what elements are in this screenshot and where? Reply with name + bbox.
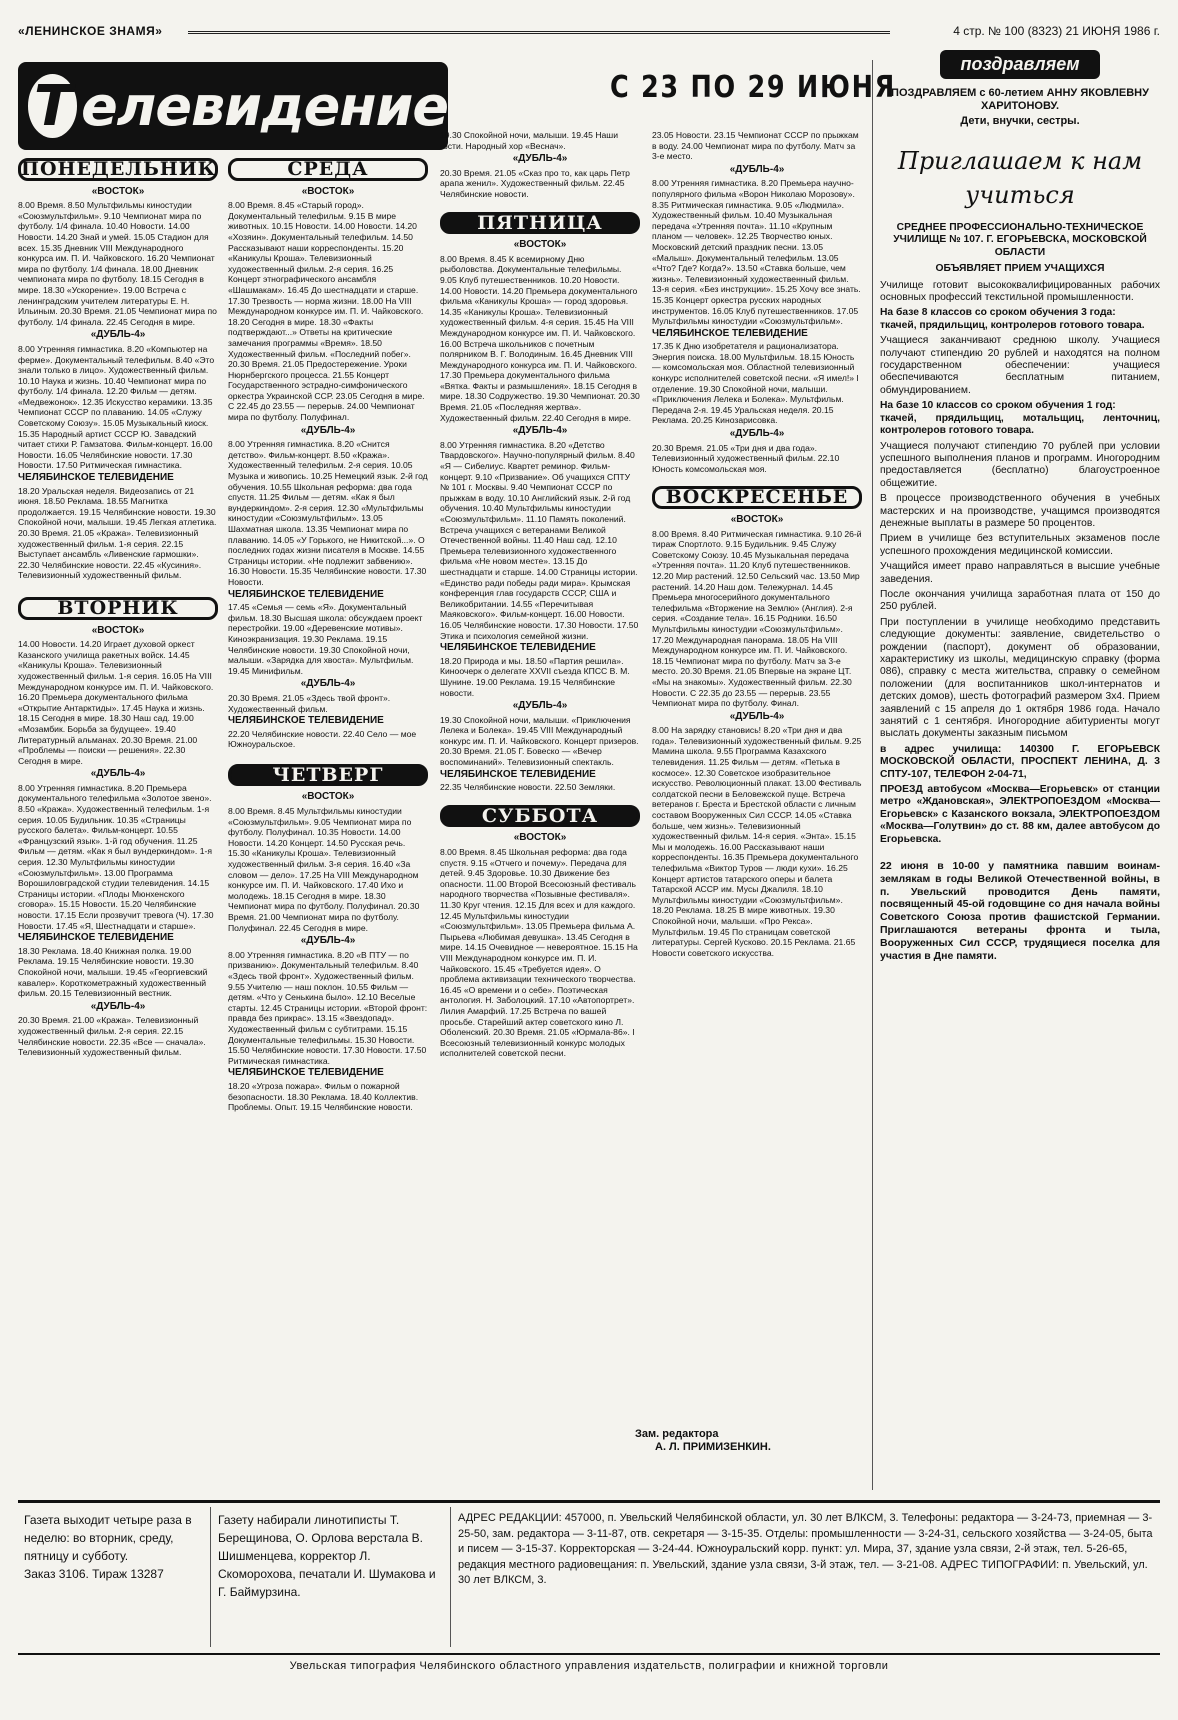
congratulations-block — [880, 50, 1160, 962]
school-ad — [880, 222, 1160, 846]
channel-header: ЧЕЛЯБИНСКОЕ ТЕЛЕВИДЕНИЕ — [228, 715, 384, 727]
channel-header: «ВОСТОК» — [730, 514, 784, 525]
publication-schedule: Газета выходит четыре раза в неделю: во вторник, среду, пятницу и субботу. — [24, 1513, 192, 1563]
program-list: 8.00 Время. 8.45 К всемирному Дню рыболовства. Документальные телефильмы. 9.05 Клуб путешественников. 10.20 Новости. 14.00 Новости. 14.20 Премьера документального фильма «Каникулы Кроша» — город здоровья. 14.35 «Каникулы Кроша». Телевизионный художественный фильм. 4-я серия. 15.45 На VIII Международном конкурсе им. П. И. Чайковского. 16.00 Встреча школьников с почетным полярником В. Г. Володиным. 16.45 Дневник VIII Международного конкурса им. П. И. Чайковского. 17.30 Премьера документального фильма «Вятка. Факты и размышления». 18.15 Сегодня в мире. 18.30 Содружество. 19.30 Чемпионат. 20.30 Время. 21.05 «Последняя жертва». Художественный фильм. 22.40 Сегодня в мире. — [440, 253, 640, 423]
program-list: 18.20 «Угроза пожара». Фильм о пожарной безопасности. 18.30 Реклама. 18.40 Коллектив. Проблемы. Опыт. 19.15 Челябинские новости. — [228, 1080, 419, 1113]
school-paragraph: Учащиеся получают стипендию 70 рублей при условии успешного выполнения планов и программ. Иногородним предоставляется (бесплатно) благоустроенное общежитие. — [880, 440, 1160, 489]
footer-divider — [210, 1507, 211, 1647]
tv-logo-word: елевидение — [81, 74, 448, 138]
channel-header: «ДУБЛЬ-4» — [90, 329, 146, 341]
television-logo — [18, 62, 448, 150]
memorial-notice: 22 июня в 10-00 у памятника павшим воинам-землякам в годы Великой Отечественной войны, в п. Увельский проводится День памяти, посвященный 45-ой годовщине со дня начала войны Советского Союза против фашистской Германии. Приглашаются ветераны фронта и тыла, Вооруженных Сил СССР, трудящиеся поселка для участия в Дне памяти. — [880, 860, 1160, 962]
channel-header: «ДУБЛЬ-4» — [512, 425, 568, 437]
program-list: 14.00 Новости. 14.20 Играет духовой оркест Казанского училища ракетных войск. 14.45 «Каникулы Кроша». Телевизионный художественный фильм. 1-я серия. 16.05 На VIII Международном конкурсе им. П. И. Чайковского. 16.20 Премьера документального фильма «Открытие Антарктиды». 17.45 Наука и жизнь. 18.15 Сегодня в мире. 18.30 Наш сад. 19.00 «Мозамбик. Борьба за будущее». 19.40 Литературный альманах. 20.30 Время. 21.00 «Проблемы — поиски — решения». 22.30 Сегодня в мире. — [18, 639, 214, 766]
footer — [18, 1500, 1160, 1655]
school-paragraph: При поступлении в училище необходимо представить следующие документы: заявление, свидетельство о рождении (паспорт), документ об образовании, характеристику из школы, медицинскую справку (форма 086), справку с места жительства, справку о семейном положении (для воспитанников школ-интернатов и детских домов), шесть фотографий размером 3х4. Прием заявлений с 15 апреля до 1 октября 1986 года. Начало занятий с 1 сентября. Иногородние абитуриенты могут выслать документы заказным письмом — [880, 616, 1160, 740]
school-paragraph: Прием в училище без вступительных экзаменов после успешного прохождения медицинской комиссии. — [880, 533, 1160, 557]
congrats-badge: поздравляем — [940, 50, 1100, 79]
school-professions: ткачей, прядильщиц, контролеров готового товара. — [880, 319, 1145, 331]
channel-header: «ВОСТОК» — [301, 791, 355, 803]
school-paragraph: Учащиеся заканчивают среднюю школу. Учащиеся получают стипендию 20 рублей и находятся на полном государственном обеспечении: учащиеся обеспечиваются бесплатным питанием, обмундированием. — [880, 335, 1160, 396]
column-divider — [872, 60, 873, 1490]
tv-logo-letter: Т — [28, 74, 77, 138]
day-header-monday: ПОНЕДЕЛЬНИК — [18, 158, 218, 181]
school-paragraph: Учащийся имеет право направляться в высшие учебные заведения. — [880, 561, 1160, 585]
program-list: 22.35 Челябинские новости. 22.50 Земляки. — [440, 782, 616, 793]
program-list: 17.35 К Дню изобретателя и рационализатора. Энергия поиска. 18.00 Мультфильм. 18.15 Юность — комсомольская моя. Областной телевизионный конкурс исполнителей советской песни. «Я имел!» I отделение. 19.30 Спокойной ночи, малыши. «Приключения Лелека и Болека». Мультфильм. Передача 2-я. 19.45 Уральская неделя. 20.15 Реклама. 20.25 Кинозарисовка. — [652, 341, 859, 426]
channel-header: «ВОСТОК» — [513, 239, 567, 251]
column-2 — [228, 154, 428, 1113]
program-list: 20.30 Время. 21.05 «Здесь твой фронт». Художественный фильм. — [228, 692, 391, 714]
school-travel: ПРОЕЗД автобусом «Москва—Егорьевск» от станции метро «Ждановская», ЭЛЕКТРОПОЕЗДОМ «Москва—Егорьевск» с Казанского вокзала, ЭЛЕКТРОПОЕЗДОМ «Москва—Голутвин» до ст. 88 км, далее автобусом до Егорьевска. — [880, 784, 1160, 845]
channel-header: «ДУБЛЬ-4» — [90, 768, 146, 780]
editor-name: А. Л. ПРИМИЗЕНКИН. — [655, 1441, 771, 1453]
channel-header: «ДУБЛЬ-4» — [729, 163, 785, 175]
school-professions: ткачей, прядильщиц, мотальщиц, ленточниц, контролеров готового товара. — [880, 412, 1160, 437]
channel-header: «ДУБЛЬ-4» — [512, 153, 568, 165]
masthead-rule — [188, 31, 890, 34]
congrats-signature: Дети, внучки, сестры. — [960, 115, 1080, 127]
program-list: 8.00 Время. 8.40 Ритмическая гимнастика. 9.10 26-й тираж Спортлото. 9.15 Будильник. 9.45 Служу Советскому Союзу. 10.45 Музыкальная передача «Утренняя почта». 11.20 Клуб путешественников. 12.20 Мир растений. 12.50 Сельский час. 13.50 Мир растений. 14.20 Наш дом. Тележурнал. 14.45 Премьера многосерийного документального телефильма «Вторжение на Землю» (Англия). 2-я серия. «Создание тела». 16.15 Родники. 16.50 Мультфильмы киностудии «Союзмультфильм». 17.20 Международная панорама. 18.05 На VIII Международном конкурсе им. П. И. Чайковского. 18.15 Чемпионат мира по футболу. Матч за 3-е место. 20.30 Время. 21.05 Впервые на экране ЦТ. «Мы на знакомы». Художественный фильм. 22.30 Новости. С 22.35 до 23.55 — перерыв. 23.55 Чемпионат мира по футболу. Финал. — [652, 528, 862, 709]
channel-header: «ДУБЛЬ-4» — [512, 700, 568, 712]
program-list: 20.30 Время. 21.05 «Сказ про то, как царь Петр арапа женил». Художественный фильм. 22.45 Челябинские новости. — [440, 167, 630, 199]
program-list: 17.45 «Семья — семь «Я». Документальный фильм. 18.30 Высшая школа: обсуждаем проект перестройки. 19.00 «Деревенские мотивы». Киноэкранизация. 19.30 Реклама. 19.15 Челябинские новости. 19.30 Спокойной ночи, малыши. «Зарядка для хвоста». Мультфильм. 19.45 Минифильм. — [228, 602, 423, 676]
day-header-wednesday: СРЕДА — [228, 158, 428, 181]
channel-header: «ВОСТОК» — [91, 624, 145, 636]
program-list: 8.00 Время. 8.50 Мультфильмы киностудии «Союзмультфильм». 9.10 Чемпионат мира по футболу. 1/4 финала. 10.40 Новости. 14.00 Новости. 14.20 Знай и умей. 15.05 Стадион для всех. 15.35 Дневник VIII Международного конкурса им. П. И. Чайковского. 16.20 Чемпионат мира по футболу. 1/4 финала. 18.00 Дневник чемпионата мира по футболу. 18.15 Сегодня в мире. 18.30 «Ускорение». 19.00 Встреча с ленинградским учителем литературы Е. Н. Ильиным. 20.30 Время. 21.05 Чемпионат мира по футболу. 1/4 финала. 22.45 Сегодня в мире. — [18, 200, 217, 327]
channel-header: «ДУБЛЬ-4» — [729, 428, 785, 440]
program-list: 8.00 Время. 8.45 «Старый город». Документальный телефильм. 9.15 В мире животных. 10.15 Новости. 14.00 Новости. 14.20 «Хозяин». Документальный телефильм. 14.50 Рассказывают наши корреспонденты. 15.20 «Каникулы Кроша». Телевизионный художественный фильм. 2-я серия. 16.25 Концерт этнографического ансамбля «Шашмакам». 16.45 До шестнадцати и старше. 17.30 Трезвость — норма жизни. 18.00 На VIII Международном конкурсе им. П. И. Чайковского. 18.20 Сегодня в мире. 18.30 «Факты подтверждают...» Ответы на критические замечания программы «Время». 18.50 Художественный фильм. «Последний побег». 20.30 Время. 21.05 Предостережение. Уроки Нюрнбергского процесса. 21.55 Концерт Государственного эстрадно-симфонического оркестра Украинской ССР. 23.05 Сегодня в мире. С 22.45 до 23.55 — перерыв. 24.00 Чемпионат мира по футболу. Полуфинал. — [228, 200, 425, 423]
school-paragraph: В процессе производственного обучения в учебных мастерских и на производстве, учащимся производятся денежные выплаты в размере 50 процентов. — [880, 493, 1160, 529]
program-list: 8.00 Утренняя гимнастика. 8.20 Премьера научно-популярного фильма «Ворон Николаю Морозову». 8.35 Ритмическая гимнастика. 9.05 «Людмила». Художественный фильм. 10.40 Музыкальная передача «Утренняя почта». 11.10 «Крупным планом — человек». 12.25 Творчество юных. Московский детский праздник песни. 13.05 «Малыш». Документальный телефильм. 13.05 «Что? Где? Когда?». 13.50 «Ставка больше, чем жизнь». Телевизионный художественный фильм. 13-я серия. «Без инструкции». 15.25 Хочу все знать. 15.35 Концерт оркестра русских народных инструментов. 16.05 Клуб путешественников. 17.05 Мультфильмы киностудии «Союзмультфильм». — [652, 178, 861, 327]
program-list: 8.00 Утренняя гимнастика. 8.20 «Компьютер на ферме». Документальный телефильм. 8.40 «Это знали только в лицо». Художественный фильм. 10.10 Наука и жизнь. 10.40 Чемпионат мира по футболу. 1/4 финала. 12.20 Фильм — детям. «Медвежонок». 12.35 Искусство керамики. 13.35 Чемпионат СССР по плаванию. 14.05 «Служу Советскому Союзу». 15.05 Музыкальный киоск. 15.35 Народный артист СССР Ю. Завадский читает стихи Р. Гамзатова. Фильм-концерт. 16.00 Новости. 16.05 Челябинские новости. 17.30 Новости. 17.50 Ритмическая гимнастика. — [18, 343, 215, 471]
program-list: 8.00 Утренняя гимнастика. 8.20 «Снится детство». Фильм-концерт. 8.50 «Кража». Художественный телефильм. 2-я серия. 10.05 Музыка и живопись. 10.25 Немецкий язык. 2-й год обучения. 10.55 Школьная реформа: два года спустя. 11.25 Фильм — детям. «Как я был вундеркиндом». 2-я серия. 12.30 «Мультфильмы киностудии «Союзмультфильм». 13.05 Шахматная школа. 13.35 Чемпионат мира по плаванию. 14.05 «У Горького, не Никитской...». О последних годах жизни писателя в Москве. 14.55 Страницы истории. «Не подлежит забвению». 16.30 Новости. 15.35 Челябинские новости. 17.30 Новости. — [228, 439, 428, 587]
channel-header: ЧЕЛЯБИНСКОЕ ТЕЛЕВИДЕНИЕ — [652, 327, 808, 339]
day-header-sunday: ВОСКРЕСЕНЬЕ — [652, 486, 862, 509]
program-list: 18.20 Природа и мы. 18.50 «Партия решила». Киноочерк о делегате XXVII съезда КПСС В. М. Шунине. 19.00 Реклама. 19.15 Челябинские новости. — [440, 655, 630, 698]
program-list: 8.00 Утренняя гимнастика. 8.20 «В ПТУ — по призванию». Документальный телефильм. 8.40 «Здесь твой фронт». Художественный фильм. 9.55 Учителю — наш поклон. 10.55 Фильм — детям. «Что у Сенькина было». 12.10 Веселые старты. 12.45 Страницы истории. «Второй фронт: правда без прикрас». 13.15 «Звездопад». Художественный фильм с субтитрами. 15.15 Документальные телефильмы. 15.30 Новости. 15.50 Челябинские новости. 17.30 Новости. 17.50 Ритмическая гимнастика. — [228, 949, 428, 1066]
program-list: 23.05 Новости. 23.15 Чемпионат СССР по прыжкам в воду. 24.00 Чемпионат мира по футболу. Матч за 3-е место. — [652, 130, 859, 162]
program-list: 8.00 Время. 8.45 Школьная реформа: два года спустя. 9.15 «Отчего и почему». Передача для детей. 9.45 Здоровье. 10.30 Движение без опасности. 11.00 Второй Всесоюзный фестиваль народного творчества «Позывные фестиваля». 11.30 Круг чтения. 12.15 Для всех и для каждого. 12.45 Мультфильмы киностудии «Союзмультфильм». 13.05 Премьера фильма А. Пырьева «Любимая девушка». 13.45 Сегодня в мире. 14.15 Очевидное — невероятное. 15.15 На VIII Международном конкурсе им. П. И. Чайковского. 15.45 «Требуется идея». О проблема активизации технического творчества. 16.45 «О времени и о себе». Поэтическая антология. Н. Заболоцкий. 17.10 «Автопортрет». Лилия Амарфий. 17.25 Встреча по вашей просьбе. Старейший актер советского кино Л. Оболенский. 20.30 Время. 21.05 «Юрмала-86». I Всесоюзный телевизионный конкурс молодых исполнителей советской песни. — [440, 847, 638, 1059]
channel-header: «ВОСТОК» — [91, 185, 145, 197]
day-header-saturday: СУББОТА — [440, 805, 640, 828]
channel-header: ЧЕЛЯБИНСКОЕ ТЕЛЕВИДЕНИЕ — [228, 1067, 384, 1079]
school-paragraph: После окончания училища заработная плата от 150 до 250 рублей. — [880, 588, 1160, 613]
program-list: 8.00 Время. 8.45 Мультфильмы киностудии «Союзмультфильм». 9.05 Чемпионат мира по футболу. Полуфинал. 10.35 Новости. 14.00 Новости. 14.20 Концерт. 14.50 Русская речь. 15.30 «Каникулы Кроша». Телевизионный художественный фильм. 3-я серия. 16.40 «За словом — дело». 17.25 На VIII Международном конкурсе им. П. И. Чайковского. 17.40 Ихо и молодежь. 18.15 Сегодня в мире. 18.30 Чемпионат мира по футболу. Полуфинал. 20.30 Время. 21.00 Чемпионат мира по футболу. Полуфинал. 22.45 Сегодня в мире. — [228, 806, 420, 933]
footer-address: АДРЕС РЕДАКЦИИ: 457000, п. Увельский Челябинской области, ул. 30 лет ВЛКСМ, 3. Телефоны: редактора — 3-24-73, приемная — 3-25-50, зам. редактора — 3-11-87, отв. секретаря — 3-15-35. Отделы: промышленности — 3-24-31, сельского хозяйства — 3-24-05, быта и писем — 3-15-37. Корректорская — 3-24-44. Южноуральский корр. пункт: ул. Мира, 37, здание узла связи, 2-й этаж, тел. 5-26-65, редакция местного радиовещания: п. Увельский, здание узла связи, 3-й этаж, тел. — 3-21-08. АДРЕС ТИПОГРАФИИ: п. Увельский, ул. 30 лет ВЛКСМ, 3. — [458, 1512, 1153, 1586]
issue-info: 4 стр. № 100 (8323) 21 ИЮНЯ 1986 г. — [953, 24, 1160, 38]
footer-schedule — [24, 1511, 199, 1583]
day-header-friday: ПЯТНИЦА — [440, 212, 640, 235]
footer-divider — [450, 1507, 451, 1647]
schedule-dates: С 23 ПО 29 ИЮНЯ — [610, 70, 896, 105]
program-list: 8.00 Утренняя гимнастика. 8.20 Премьера документального телефильма «Золотое звено». 8.50 «Кража». Художественный телефильм. 1-я серия. 10.05 Будильник. 10.35 «Страницы русского балета». Фильм-концерт. 10.55 «Французский язык». 1-й год обучения. 11.25 Фильм — детям. «Как я был вундеркиндом». 1-я серия. 12.30 Мультфильмы киностудии «Союзмультфильм». 13.00 Программа Ворошиловградской студии телевидения. 14.15 Страницы истории. «Плоды Мюнхенского сговора». 15.15 Новости. 15.20 Челябинские новости. 17.15 Если прозвучит тревога (Ч). 17.30 Новости. 17.45 «Я, Шестнадцати и старше». — [18, 782, 214, 931]
channel-header: «ДУБЛЬ-4» — [90, 1000, 146, 1012]
print-order: Заказ 3106. Тираж 13287 — [24, 1567, 164, 1581]
congrats-text: ПОЗДРАВЛЯЕМ с 60-летием АННУ ЯКОВЛЕВНУ ХАРИТОНОВУ. — [891, 87, 1149, 112]
school-paragraph: На базе 8 классов со сроком обучения 3 года: — [880, 307, 1116, 319]
newspaper-title: «ЛЕНИНСКОЕ ЗНАМЯ» — [18, 24, 163, 38]
channel-header: «ВОСТОК» — [513, 832, 567, 844]
channel-header: ЧЕЛЯБИНСКОЕ ТЕЛЕВИДЕНИЕ — [440, 642, 596, 654]
school-name: СРЕДНЕЕ ПРОФЕССИОНАЛЬНО-ТЕХНИЧЕСКОЕ УЧИЛИЩЕ № 107. Г. ЕГОРЬЕВСКА, МОСКОВСКОЙ ОБЛАСТИ — [893, 222, 1147, 258]
footer-typesetters: Газету набирали линотиписты Т. Берещинова, О. Орлова верстала В. Шишменцева, корректор Л. Скоморохова, печатали И. Шумакова и Г. Баймурзина. — [218, 1513, 436, 1599]
channel-header: ЧЕЛЯБИНСКОЕ ТЕЛЕВИДЕНИЕ — [18, 932, 174, 944]
masthead — [18, 22, 1160, 40]
column-4 — [652, 130, 862, 958]
school-address: в адрес училища: 140300 Г. ЕГОРЬЕВСК МОСКОВСКОЙ ОБЛАСТИ, ПРОСПЕКТ ЛЕНИНА, Д. 3 СПТУ-107, ТЕЛЕФОН 2-04-71, — [880, 743, 1160, 780]
program-list: 18.20 Уральская неделя. Видеозапись от 21 июня. 18.50 Реклама. 18.55 Магнитка продолжается. 19.15 Челябинские новости. 19.30 Спокойной ночи, малыши. 19.45 Легкая атлетика. 20.30 Время. 21.05 «Кража». Телевизионный художественный фильм. 1-я серия. 22.15 Выступает ансамбль «Ливенские гармошки». 22.30 Челябинские новости. 22.45 «Кусиния». Телевизионный художественный фильм. — [18, 485, 217, 581]
program-list: 8.00 Утренняя гимнастика. 8.20 «Детство Твардовского». Научно-популярный фильм. 8.40 «Я — Сибелиус. Квартет реминор. Фильм-концерт. 9.10 «Призвание». Об учащихся СПТУ № 101 г. Москвы. 9.40 Чемпионат СССР по прыжкам в воду. 10.10 Английский язык. 2-й год обучения. 10.40 Мультфильмы киностудии «Союзмультфильм». 11.10 Память поколений. Встреча учащихся с ветеранами Великой Отечественной войны. 11.40 Наш сад. 12.10 Премьера телевизионного художественного фильма «Не новом месте». 13.15 До шестнадцати и старше. 14.00 Страницы истории. «Единство ради победы ради мира». Крымская конференция глав государств СССР, США и Великобритании. 14.55 «Перечитывая Маяковского». Фильм-концерт. 16.00 Новости. 16.05 Челябинские новости. 17.30 Новости. 17.50 Этика и психология семейной жизни. — [440, 439, 639, 641]
school-paragraph: Училище готовит высококвалифицированных рабочих основных профессий текстильной промышленности. — [880, 279, 1160, 304]
channel-header: ЧЕЛЯБИНСКОЕ ТЕЛЕВИДЕНИЕ — [440, 768, 596, 780]
channel-header: «ВОСТОК» — [301, 185, 355, 197]
column-1 — [18, 154, 218, 1058]
channel-header: «ДУБЛЬ-4» — [300, 678, 356, 690]
day-header-tuesday: ВТОРНИК — [18, 597, 218, 620]
channel-header: «ДУБЛЬ-4» — [300, 935, 356, 947]
school-invite-heading: Приглашаем к нам учиться — [897, 147, 1143, 209]
program-list: 22.20 Челябинские новости. 22.40 Село — мое Южноуральское. — [228, 728, 417, 750]
editor-signature — [635, 1428, 771, 1454]
channel-header: ЧЕЛЯБИНСКОЕ ТЕЛЕВИДЕНИЕ — [228, 588, 384, 600]
program-list: 20.30 Время. 21.05 «Три дня и два года». Телевизионный художественный фильм. 22.10 Юность комсомольская моя. — [652, 442, 840, 474]
channel-header: «ДУБЛЬ-4» — [729, 710, 785, 722]
program-list: 19.30 Спокойной ночи, малыши. «Приключения Лелека и Болека». 19.45 VIII Международный конкурс им. П. И. Чайковского. Концерт призеров. 20.30 Время. 21.05 Г. Бовеско — «Вечер воспоминаний». Телевизионный спектакль. — [440, 714, 639, 768]
program-list: 20.30 Время. 21.00 «Кража». Телевизионный художественный фильм. 2-я серия. 22.15 Челябинские новости. 22.35 «Все — сначала». Телевизионный художественный фильм. — [18, 1015, 206, 1058]
program-list: 19.30 Спокойной ночи, малыши. 19.45 Наши гости. Народный хор «Веснач». — [440, 130, 618, 151]
editor-role: Зам. редактора — [635, 1428, 719, 1440]
column-3 — [440, 130, 640, 1059]
channel-header: «ДУБЛЬ-4» — [300, 424, 356, 436]
school-announce: ОБЪЯВЛЯЕТ ПРИЕМ УЧАЩИХСЯ — [935, 263, 1105, 275]
printer-imprint: Увельская типография Челябинского областного управления издательств, полиграфии и книжной торговли — [289, 1660, 889, 1672]
program-list: 18.30 Реклама. 18.40 Книжная полка. 19.00 Реклама. 19.15 Челябинские новости. 19.30 Спокойной ночи, малыши. 19.45 «Георгиевский кавалер». Короткометражный художественный фильм. 20.15 Телевизионный вестник. — [18, 945, 208, 999]
school-paragraph: На базе 10 классов со сроком обучения 1 год: — [880, 400, 1116, 412]
day-header-thursday: ЧЕТВЕРГ — [228, 764, 428, 787]
program-list: 8.00 На зарядку становись! 8.20 «Три дня и два года». Телевизионный художественный фильм. 9.25 Мамина школа. 9.55 Программа Казахского телевидения. 11.25 Фильм — детям. «Петька в космосе». 12.30 Советское изобразительное искусство. Революционный плакат. 13.00 Фестиваль солдатской песни в Беловежской пуще. Встреча ветеранов г. Бреста и Брестской области с личным составом Вооруженных Сил СССР. 14.05 «Ставка больше, чем жизнь». Телевизионный художественный фильм. 14-я серия. «Энта». 15.15 Мы и молодежь. 16.00 Рассказывают наши корреспонденты. 16.35 Премьера документального телефильма «Виктор Туров — люди кухи». 16.25 Концерт артистов татарского оперы и балета Татарской АССР им. Мусы Джалиля. 18.10 Мультфильмы киностудии «Союзмультфильм». 18.20 Реклама. 18.25 В мире животных. 19.30 Спокойной ночи, малыши. «Про Рекса». Мультфильм. 19.45 По страницам советской литературы. Сергей Кусково. 20.15 Реклама. 21.65 Новости советского искусства. — [652, 725, 862, 958]
channel-header: ЧЕЛЯБИНСКОЕ ТЕЛЕВИДЕНИЕ — [18, 472, 174, 484]
